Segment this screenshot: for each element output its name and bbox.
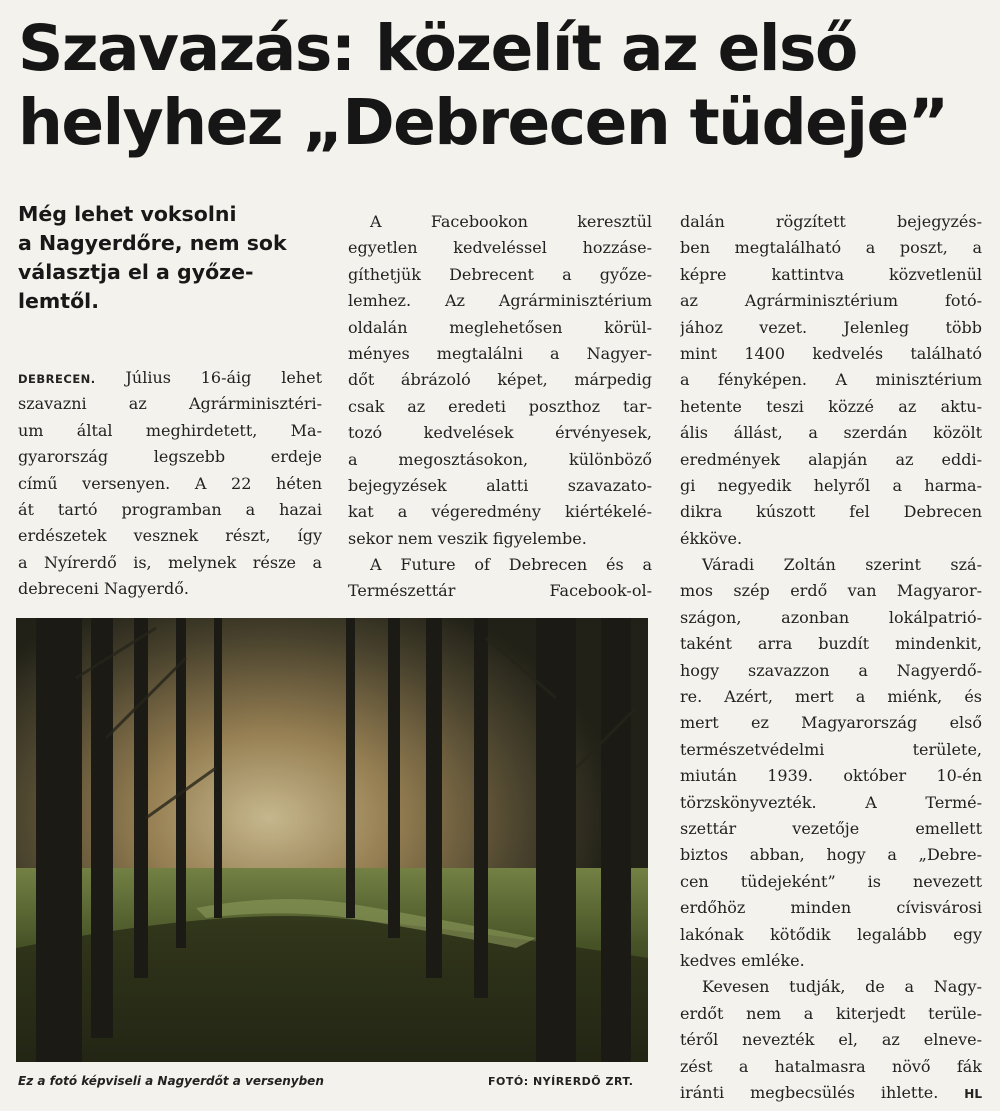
body-line: zést a hatalmasra növő fák bbox=[680, 1056, 982, 1076]
body-line: erdőt nem a kiterjedt terüle- bbox=[680, 1003, 982, 1023]
lede bbox=[18, 200, 318, 316]
body-line: jához vezet. Jelenleg több bbox=[680, 317, 982, 337]
body-line bbox=[680, 1080, 982, 1106]
lede-line: választja el a győze- bbox=[18, 260, 254, 284]
body-line: taként arra buzdít mindenkit, bbox=[680, 634, 982, 654]
body-line: re. Azért, mert a miénk, és bbox=[680, 687, 982, 707]
body-line: gyarország legszebb erdeje bbox=[18, 447, 322, 467]
body-line: lakónak kötődik legalább egy bbox=[680, 924, 982, 944]
body-line: A Facebookon keresztül bbox=[370, 212, 652, 231]
body-line: tozó kedvelések érvényesek, bbox=[348, 423, 652, 443]
body-line: erdészetek vesznek részt, így bbox=[18, 526, 322, 546]
body-line: lemhez. Az Agrárminisztérium bbox=[348, 291, 652, 311]
body-line: biztos abban, hogy a „Debre- bbox=[680, 845, 982, 865]
body-line: debreceni Nagyerdő. bbox=[18, 579, 189, 599]
body-line: ális állást, a szerdán közölt bbox=[680, 423, 982, 443]
body-line: miután 1939. október 10-én bbox=[680, 766, 982, 786]
body-line: hogy szavazzon a Nagyerdő- bbox=[680, 660, 982, 680]
body-line: törzskönyvezték. A Termé- bbox=[680, 792, 982, 812]
body-line: az Agrárminisztérium fotó- bbox=[680, 291, 982, 311]
body-line: bejegyzések alatti szavazato- bbox=[348, 475, 652, 495]
lede-line: Még lehet voksolni bbox=[18, 202, 237, 226]
article-column-2 bbox=[348, 209, 652, 605]
body-line: Váradi Zoltán szerint szá- bbox=[702, 555, 982, 575]
body-line: cen tüdejeként” is nevezett bbox=[680, 871, 982, 891]
dateline: DEBRECEN. bbox=[18, 372, 96, 386]
headline-line-2: helyhez „Debrecen tüdeje” bbox=[18, 86, 948, 159]
body-line: szágon, azonban lokálpatrió- bbox=[680, 607, 982, 627]
body-line: ményes megtalálni a Nagyer- bbox=[348, 343, 652, 363]
body-line: ben megtalálható a poszt, a bbox=[680, 238, 982, 258]
body-line: képre kattintva közvetlenül bbox=[680, 264, 982, 284]
body-line: gi negyedik helyről a harma- bbox=[680, 475, 982, 495]
article-column-1 bbox=[18, 365, 322, 603]
body-line-text: iránti megbecsülés ihlette. bbox=[680, 1082, 939, 1102]
body-line: eredmények alapján az eddi- bbox=[680, 449, 982, 469]
body-line: dőt ábrázoló képet, márpedig bbox=[348, 370, 652, 390]
body-line: természetvédelmi területe, bbox=[680, 739, 982, 759]
body-line: csak az eredeti poszthoz tar- bbox=[348, 396, 652, 416]
body-line: gíthetjük Debrecent a győze- bbox=[348, 264, 652, 284]
article-column-3 bbox=[680, 209, 982, 1106]
body-line: oldalán meglehetősen körül- bbox=[348, 317, 652, 337]
body-line: A Future of Debrecen és a bbox=[370, 555, 652, 575]
body-line: a fényképen. A minisztérium bbox=[680, 370, 982, 390]
forest-photo bbox=[16, 618, 648, 1062]
body-line: egyetlen kedveléssel hozzáse- bbox=[348, 238, 652, 258]
author-signature: HL bbox=[964, 1086, 982, 1101]
body-line: sekor nem veszik figyelembe. bbox=[348, 528, 587, 548]
body-line-text: Július 16-áig lehet bbox=[125, 368, 322, 387]
body-line: át tartó programban a hazai bbox=[18, 499, 322, 519]
body-line: dalán rögzített bejegyzés- bbox=[680, 212, 982, 231]
body-line: szettár vezetője emellett bbox=[680, 818, 982, 838]
body-line bbox=[18, 365, 322, 391]
body-line: mint 1400 kedvelés található bbox=[680, 343, 982, 363]
lede-line: lemtől. bbox=[18, 289, 99, 313]
body-line: mert ez Magyarország első bbox=[680, 713, 982, 733]
headline bbox=[18, 12, 988, 160]
headline-line-1: Szavazás: közelít az első bbox=[18, 12, 857, 85]
photo-caption: Ez a fotó képviseli a Nagyerdőt a versenyben bbox=[18, 1074, 324, 1088]
body-line: kat a végeredmény kiértékelé- bbox=[348, 502, 652, 522]
body-line: erdőhöz minden cívisvárosi bbox=[680, 898, 982, 918]
body-line: um által meghirdetett, Ma- bbox=[18, 420, 322, 440]
body-line: című versenyen. A 22 héten bbox=[18, 473, 322, 493]
body-line: téről nevezték el, az elneve- bbox=[680, 1030, 982, 1050]
body-line: Természettár Facebook-ol- bbox=[348, 581, 652, 601]
body-line: Kevesen tudják, de a Nagy- bbox=[702, 977, 982, 997]
body-line: dikra kúszott fel Debrecen bbox=[680, 502, 982, 522]
body-line: kedves emléke. bbox=[680, 950, 805, 970]
body-line: szavazni az Agrárminisztéri- bbox=[18, 394, 322, 414]
body-line: mos szép erdő van Magyaror- bbox=[680, 581, 982, 601]
body-line: hetente teszi közzé az aktu- bbox=[680, 396, 982, 416]
lede-line: a Nagyerdőre, nem sok bbox=[18, 231, 287, 255]
body-line: ékköve. bbox=[680, 528, 743, 548]
photo-credit: FOTÓ: NYÍRERDŐ ZRT. bbox=[488, 1075, 634, 1088]
body-line: a megosztásokon, különböző bbox=[348, 449, 652, 469]
body-line: a Nyírerdő is, melynek része a bbox=[18, 552, 322, 572]
